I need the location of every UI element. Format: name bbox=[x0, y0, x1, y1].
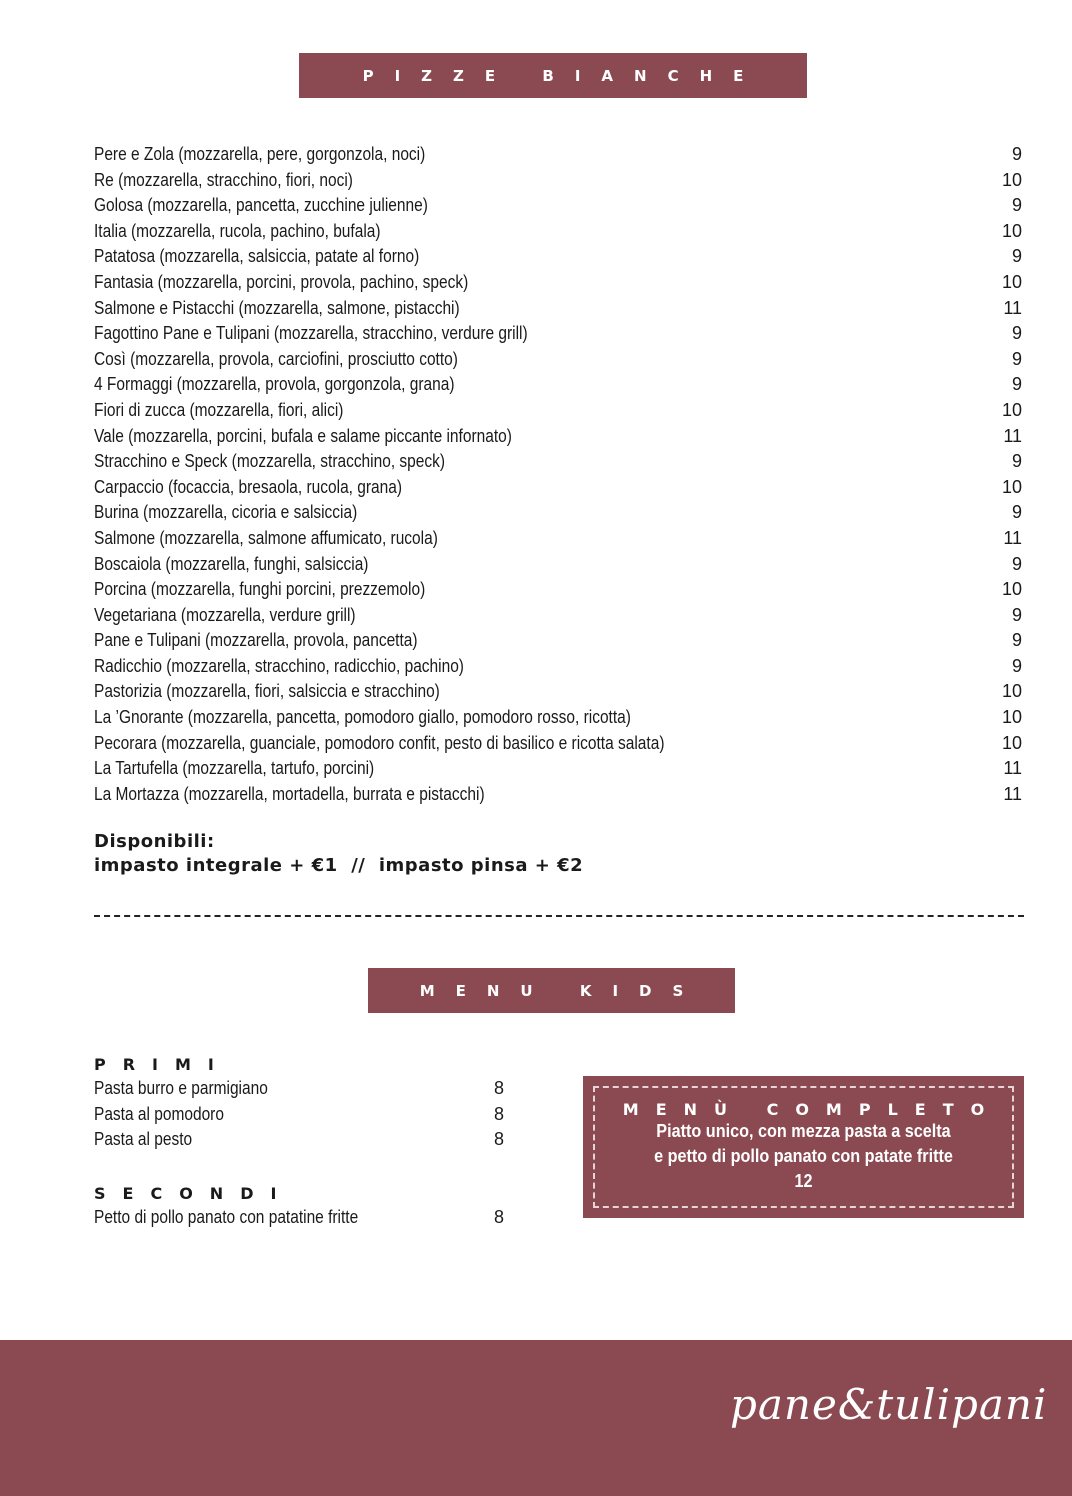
item-name: Fiori di zucca (mozzarella, fiori, alici) bbox=[94, 399, 344, 420]
item-name: La Mortazza (mozzarella, mortadella, burrata e pistacchi) bbox=[94, 783, 485, 804]
item-price: 9 bbox=[1011, 195, 1022, 216]
primi-heading: PRIMI bbox=[94, 1055, 231, 1074]
section-title: MENU KIDS bbox=[419, 981, 705, 1000]
item-name: Fantasia (mozzarella, porcini, provola, pachino, speck) bbox=[94, 271, 469, 292]
item-name: Re (mozzarella, stracchino, fiori, noci) bbox=[94, 169, 353, 190]
menu-item bbox=[94, 1076, 504, 1102]
kids-menu-list bbox=[94, 1054, 504, 1230]
item-name: Pane e Tulipani (mozzarella, provola, pancetta) bbox=[94, 630, 418, 651]
item-price: 11 bbox=[1003, 425, 1022, 446]
menu-item bbox=[94, 424, 1024, 450]
item-price: 9 bbox=[1011, 374, 1022, 395]
item-price: 9 bbox=[1011, 348, 1022, 369]
item-price: 10 bbox=[1001, 169, 1022, 190]
item-name: Pecorara (mozzarella, guanciale, pomodoro confit, pesto di basilico e ricotta salata) bbox=[94, 732, 665, 753]
section-banner-menu-kids bbox=[368, 968, 735, 1013]
menu-item bbox=[94, 270, 1024, 296]
item-price: 10 bbox=[1001, 271, 1022, 292]
dashed-divider bbox=[94, 915, 1024, 917]
section-banner-pizze-bianche bbox=[299, 53, 807, 98]
menu-item bbox=[94, 296, 1024, 322]
item-price: 9 bbox=[1011, 144, 1022, 164]
item-name: Così (mozzarella, provola, carciofini, prosciutto cotto) bbox=[94, 348, 458, 369]
menu-item bbox=[94, 142, 1024, 168]
item-name: Salmone e Pistacchi (mozzarella, salmone, pistacchi) bbox=[94, 297, 460, 318]
note-options: impasto integrale + €1 // impasto pinsa + €2 bbox=[94, 855, 584, 876]
item-price: 9 bbox=[1011, 246, 1022, 267]
item-price: 9 bbox=[1011, 655, 1022, 676]
item-price: 10 bbox=[1001, 476, 1022, 497]
menu-item bbox=[94, 679, 1024, 705]
item-price: 8 bbox=[494, 1078, 505, 1098]
menu-item bbox=[94, 1102, 504, 1128]
footer-band bbox=[0, 1340, 1072, 1496]
menu-completo-line1: Piatto unico, con mezza pasta a scelta bbox=[656, 1121, 951, 1141]
item-name: Carpaccio (focaccia, bresaola, rucola, grana) bbox=[94, 476, 403, 497]
item-price: 11 bbox=[1003, 758, 1022, 779]
item-price: 8 bbox=[494, 1206, 505, 1227]
item-price: 9 bbox=[1011, 502, 1022, 523]
item-price: 10 bbox=[1001, 399, 1022, 420]
menu-item bbox=[94, 475, 1024, 501]
menu-item bbox=[94, 1205, 504, 1231]
item-name: Italia (mozzarella, rucola, pachino, bufala) bbox=[94, 220, 381, 241]
item-price: 9 bbox=[1011, 323, 1022, 344]
item-price: 11 bbox=[1003, 297, 1022, 318]
item-price: 11 bbox=[1003, 783, 1022, 804]
item-name: Pasta al pesto bbox=[94, 1129, 193, 1150]
item-name: La Tartufella (mozzarella, tartufo, porcini) bbox=[94, 758, 375, 779]
menu-item bbox=[94, 168, 1024, 194]
menu-item bbox=[94, 552, 1024, 578]
menu-item bbox=[94, 449, 1024, 475]
menu-item bbox=[94, 654, 1024, 680]
item-name: Vale (mozzarella, porcini, bufala e salame piccante infornato) bbox=[94, 425, 512, 446]
menu-item bbox=[94, 244, 1024, 270]
menu-item bbox=[94, 782, 1024, 808]
item-price: 10 bbox=[1001, 220, 1022, 241]
item-name: La ’Gnorante (mozzarella, pancetta, pomodoro giallo, pomodoro rosso, ricotta) bbox=[94, 707, 631, 728]
item-price: 9 bbox=[1011, 604, 1022, 625]
item-name: Petto di pollo panato con patatine fritte bbox=[94, 1206, 359, 1227]
item-name: Golosa (mozzarella, pancetta, zucchine julienne) bbox=[94, 195, 428, 216]
item-name: Pastorizia (mozzarella, fiori, salsiccia e stracchino) bbox=[94, 681, 440, 702]
item-name: Stracchino e Speck (mozzarella, stracchino, speck) bbox=[94, 451, 446, 472]
item-name: Pasta al pomodoro bbox=[94, 1103, 224, 1124]
menu-item bbox=[94, 731, 1024, 757]
pizze-bianche-list bbox=[94, 142, 1024, 807]
menu-item bbox=[94, 1127, 504, 1153]
item-price: 8 bbox=[494, 1129, 505, 1150]
item-price: 10 bbox=[1001, 732, 1022, 753]
menu-completo-box bbox=[583, 1076, 1024, 1218]
menu-item bbox=[94, 500, 1024, 526]
menu-completo-title: MENÙ COMPLETO bbox=[622, 1100, 1002, 1119]
menu-completo-line2: e petto di pollo panato con patate fritte bbox=[654, 1146, 953, 1166]
item-price: 10 bbox=[1001, 681, 1022, 702]
note-title: Disponibili: bbox=[94, 831, 215, 852]
item-name: Pere e Zola (mozzarella, pere, gorgonzola, noci) bbox=[94, 144, 426, 164]
menu-item bbox=[94, 193, 1024, 219]
menu-item bbox=[94, 526, 1024, 552]
item-price: 10 bbox=[1001, 579, 1022, 600]
item-name: Burina (mozzarella, cicoria e salsiccia) bbox=[94, 502, 358, 523]
item-name: Patatosa (mozzarella, salsiccia, patate al forno) bbox=[94, 246, 420, 267]
menu-item bbox=[94, 219, 1024, 245]
item-name: 4 Formaggi (mozzarella, provola, gorgonzola, grana) bbox=[94, 374, 455, 395]
menu-item bbox=[94, 398, 1024, 424]
dough-options-note bbox=[94, 830, 583, 878]
item-name: Fagottino Pane e Tulipani (mozzarella, stracchino, verdure grill) bbox=[94, 323, 528, 344]
secondi-heading: SECONDI bbox=[94, 1183, 294, 1203]
menu-item bbox=[94, 603, 1024, 629]
item-name: Porcina (mozzarella, funghi porcini, prezzemolo) bbox=[94, 579, 426, 600]
item-price: 9 bbox=[1011, 553, 1022, 574]
menu-item bbox=[94, 756, 1024, 782]
item-name: Radicchio (mozzarella, stracchino, radicchio, pachino) bbox=[94, 655, 464, 676]
item-price: 9 bbox=[1011, 451, 1022, 472]
brand-logo: pane&tulipani bbox=[730, 1380, 1048, 1429]
item-name: Pasta burro e parmigiano bbox=[94, 1078, 268, 1098]
menu-completo-price: 12 bbox=[794, 1171, 813, 1191]
menu-item bbox=[94, 705, 1024, 731]
item-name: Salmone (mozzarella, salmone affumicato, rucola) bbox=[94, 527, 438, 548]
menu-item bbox=[94, 628, 1024, 654]
item-price: 10 bbox=[1001, 707, 1022, 728]
menu-item bbox=[94, 347, 1024, 373]
section-title: PIZZE BIANCHE bbox=[362, 66, 765, 85]
menu-item bbox=[94, 321, 1024, 347]
item-price: 9 bbox=[1011, 630, 1022, 651]
item-name: Vegetariana (mozzarella, verdure grill) bbox=[94, 604, 356, 625]
item-name: Boscaiola (mozzarella, funghi, salsiccia) bbox=[94, 553, 369, 574]
item-price: 11 bbox=[1003, 527, 1022, 548]
item-price: 8 bbox=[494, 1103, 505, 1124]
menu-item bbox=[94, 577, 1024, 603]
menu-item bbox=[94, 372, 1024, 398]
